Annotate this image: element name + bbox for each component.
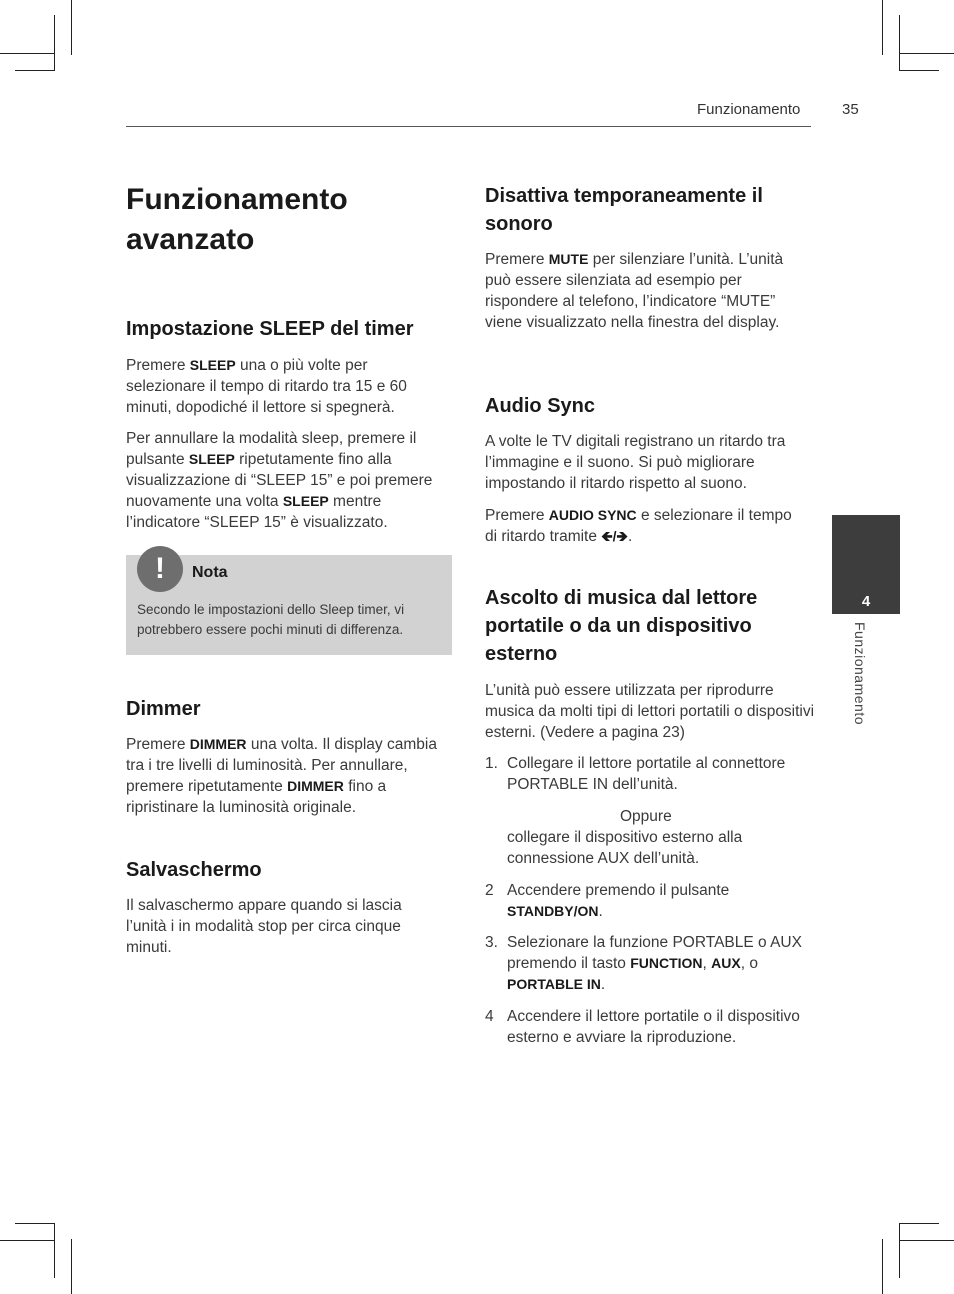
sleep-heading: Impostazione SLEEP del timer <box>126 318 414 340</box>
step-or: Oppure <box>620 808 672 825</box>
crop-mark <box>899 53 954 54</box>
page-title: Funzionamento avanzato <box>126 183 348 256</box>
crop-mark <box>899 70 939 71</box>
step-number: 3. <box>485 934 498 951</box>
sleep-key: SLEEP <box>189 357 236 373</box>
crop-mark <box>15 70 55 71</box>
audio-sync-paragraph-2: Premere AUDIO SYNC e selezionare il tempo di ritardo tramite 🡸/🡺. <box>485 507 792 545</box>
crop-mark <box>899 1223 939 1224</box>
chapter-number: 4 <box>861 593 871 610</box>
step-text-2: collegare il dispositivo esterno alla connessione AUX dell’unità. <box>507 829 743 867</box>
crop-mark <box>0 1240 55 1241</box>
audio-sync-heading: Audio Sync <box>485 395 596 417</box>
sleep-paragraph-2: Per annullare la modalità sleep, premere il pulsante SLEEP ripetutamente fino alla visualizzazione di “SLEEP 15” e poi premere nuovamente una volta SLEEP mentre l’indicatore “SLEEP 15” è visualizzato. <box>126 430 433 531</box>
running-header: Funzionamento <box>697 101 801 118</box>
crop-mark <box>882 1239 883 1294</box>
crop-mark <box>71 1239 72 1294</box>
function-key: FUNCTION <box>630 955 703 971</box>
portable-in-key: PORTABLE IN <box>507 976 601 992</box>
crop-mark <box>899 15 900 70</box>
crop-mark <box>54 15 55 70</box>
audio-sync-key: AUDIO SYNC <box>548 507 637 523</box>
sleep-paragraph-1: Premere SLEEP una o più volte per selezionare il tempo di ritardo tra 15 e 60 minuti, dopodiché il lettore si spegnerà. <box>126 357 407 416</box>
mute-key: MUTE <box>548 251 589 267</box>
crop-mark <box>54 1223 55 1278</box>
standby-key: STANDBY/ON <box>507 903 599 919</box>
arrow-left-right-icon: 🡸/🡺 <box>601 528 628 544</box>
note-text: Secondo le impostazioni dello Sleep timer, vi potrebbero essere pochi minuti di differenza. <box>137 602 405 637</box>
note-title: Nota <box>192 564 228 581</box>
mute-paragraph: Premere MUTE per silenziare l’unità. L’unità può essere silenziata ad esempio per rispondere al telefono, l’indicatore “MUTE” viene visualizzato nella finestra del display. <box>485 251 784 331</box>
crop-mark <box>0 53 55 54</box>
mute-heading: Disattiva temporaneamente il sonoro <box>485 185 763 235</box>
header-rule <box>126 126 811 127</box>
screensaver-heading: Salvaschermo <box>126 859 262 881</box>
portable-heading: Ascolto di musica dal lettore portatile o da un dispositivo esterno <box>485 587 758 665</box>
sleep-key: SLEEP <box>282 493 329 509</box>
crop-mark <box>899 1223 900 1278</box>
chapter-label: Funzionamento <box>852 622 868 726</box>
screensaver-paragraph: Il salvaschermo appare quando si lascia l’unità i in modalità stop per circa cinque minuti. <box>126 897 402 956</box>
crop-mark <box>899 1240 954 1241</box>
dimmer-heading: Dimmer <box>126 698 201 720</box>
crop-mark <box>882 0 883 55</box>
crop-mark <box>71 0 72 55</box>
step-number: 2 <box>485 882 494 899</box>
step-number: 1. <box>485 755 498 772</box>
dimmer-key: DIMMER <box>189 736 247 752</box>
step-text: Accendere il lettore portatile o il dispositivo esterno e avviare la riproduzione. <box>507 1008 800 1046</box>
step-number: 4 <box>485 1008 494 1025</box>
aux-key: AUX <box>711 955 741 971</box>
page-number: 35 <box>842 101 859 118</box>
step-text: Collegare il lettore portatile al connettore PORTABLE IN dell’unità. <box>507 755 786 793</box>
audio-sync-paragraph-1: A volte le TV digitali registrano un ritardo tra l’immagine e il suono. Si può migliorare impostando il ritardo rispetto al suono. <box>485 433 786 492</box>
dimmer-paragraph: Premere DIMMER una volta. Il display cambia tra i tre livelli di luminosità. Per annullare, premere ripetutamente DIMMER fino a ripristinare la luminosità originale. <box>126 736 437 816</box>
crop-mark <box>15 1223 55 1224</box>
step-text: Selezionare la funzione PORTABLE o AUX premendo il tasto FUNCTION, AUX, o PORTABLE IN. <box>507 934 802 993</box>
dimmer-key: DIMMER <box>287 778 344 794</box>
step-text: Accendere premendo il pulsante STANDBY/ON. <box>507 882 730 920</box>
sleep-key: SLEEP <box>188 451 235 467</box>
exclamation-icon: ! <box>137 546 183 592</box>
portable-intro: L’unità può essere utilizzata per riprodurre musica da molti tipi di lettori portatili o dispositivi esterni. (Vedere a pagina 23) <box>485 682 815 741</box>
chapter-tab <box>832 515 900 614</box>
